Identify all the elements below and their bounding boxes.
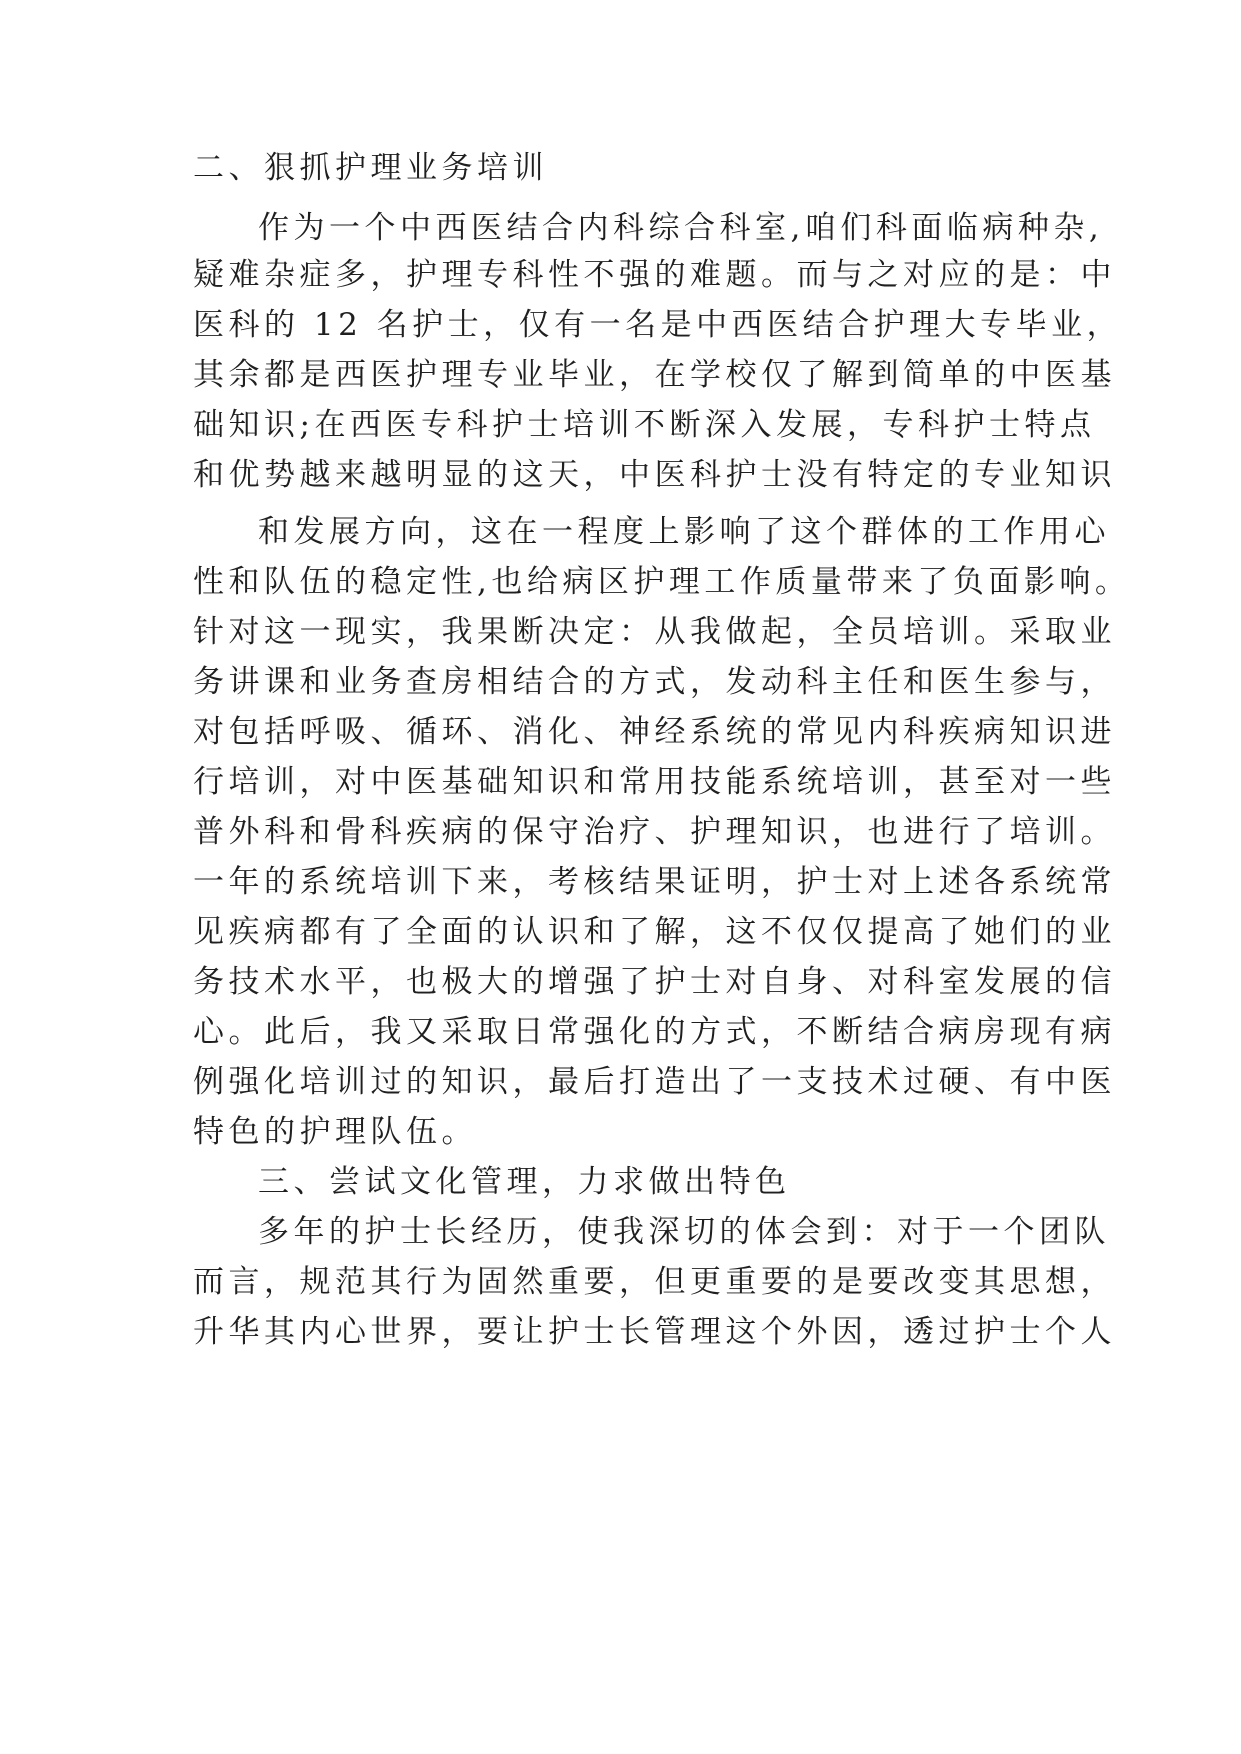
paragraph-line: 例强化培训过的知识，最后打造出了一支技术过硬、有中医 (193, 1064, 1116, 1100)
paragraph-line: 普外科和骨科疾病的保守治疗、护理知识，也进行了培训。 (193, 814, 1116, 850)
paragraph-line: 和发展方向，这在一程度上影响了这个群体的工作用心 (258, 514, 1110, 550)
paragraph-line: 见疾病都有了全面的认识和了解，这不仅仅提高了她们的业 (193, 914, 1116, 950)
paragraph-line: 升华其内心世界，要让护士长管理这个外因，透过护士个人 (193, 1314, 1116, 1350)
paragraph-line: 其余都是西医护理专业毕业，在学校仅了解到简单的中医基 (193, 357, 1116, 393)
paragraph-line: 和优势越来越明显的这天，中医科护士没有特定的专业知识 (193, 457, 1116, 493)
paragraph-line: 务技术水平，也极大的增强了护士对自身、对科室发展的信 (193, 964, 1116, 1000)
paragraph-line: 多年的护士长经历，使我深切的体会到：对于一个团队 (258, 1214, 1110, 1250)
section-heading: 三、尝试文化管理，力求做出特色 (258, 1164, 791, 1200)
section-heading: 二、狠抓护理业务培训 (193, 150, 548, 186)
paragraph-line: 础知识;在西医专科护士培训不断深入发展，专科护士特点 (193, 407, 1096, 443)
paragraph-line: 务讲课和业务查房相结合的方式，发动科主任和医生参与， (193, 664, 1116, 700)
paragraph-line: 而言，规范其行为固然重要，但更重要的是要改变其思想， (193, 1264, 1116, 1300)
paragraph-line: 医科的 12 名护士，仅有一名是中西医结合护理大专毕业， (193, 307, 1123, 343)
paragraph-line: 一年的系统培训下来，考核结果证明，护士对上述各系统常 (193, 864, 1116, 900)
paragraph-line: 行培训，对中医基础知识和常用技能系统培训，甚至对一些 (193, 764, 1116, 800)
paragraph-line: 心。此后，我又采取日常强化的方式，不断结合病房现有病 (193, 1014, 1116, 1050)
paragraph-line: 对包括呼吸、循环、消化、神经系统的常见内科疾病知识进 (193, 714, 1116, 750)
paragraph-line: 疑难杂症多，护理专科性不强的难题。而与之对应的是：中 (193, 257, 1116, 293)
paragraph-line: 特色的护理队伍。 (193, 1114, 477, 1150)
paragraph-line: 性和队伍的稳定性,也给病区护理工作质量带来了负面影响。 (193, 564, 1131, 600)
paragraph-line: 针对这一现实，我果断决定：从我做起，全员培训。采取业 (193, 614, 1116, 650)
paragraph-line: 作为一个中西医结合内科综合科室,咱们科面临病种杂, (258, 210, 1104, 246)
